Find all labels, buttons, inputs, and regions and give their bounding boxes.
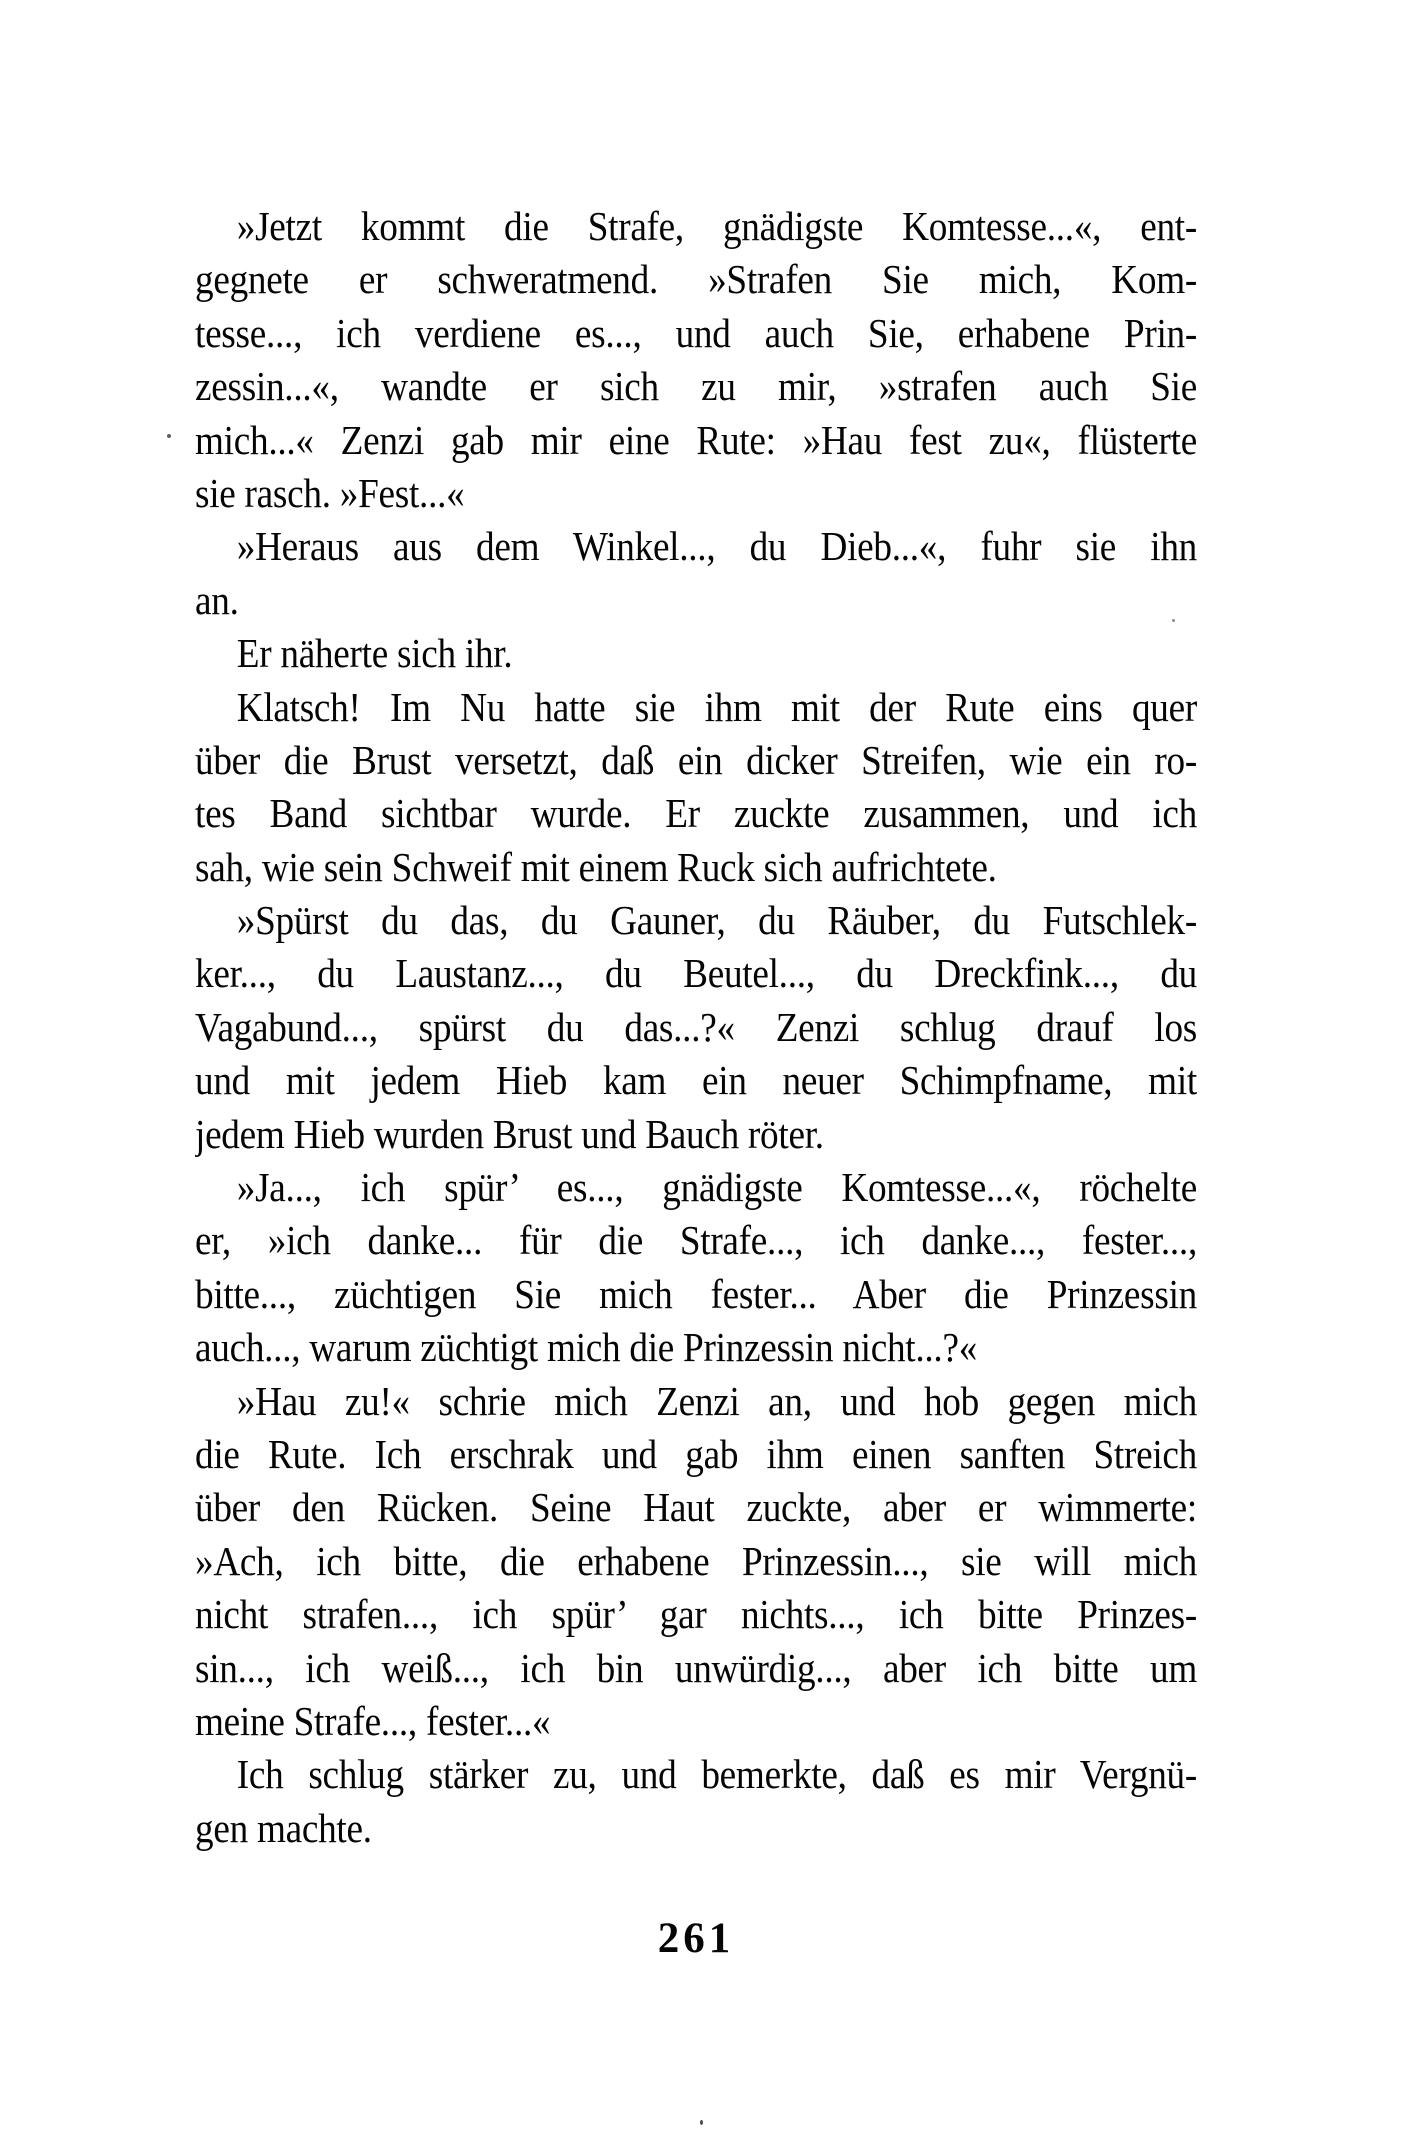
text-line: gegnete er schweratmend. »Strafen Sie mich, Kom-	[195, 256, 1197, 303]
text-line: über den Rücken. Seine Haut zuckte, aber er wimmerte:	[195, 1484, 1197, 1531]
text-line: und mit jedem Hieb kam ein neuer Schimpfname, mit	[195, 1057, 1197, 1104]
paragraph	[195, 1375, 1197, 1749]
text-line: »Ach, ich bitte, die erhabene Prinzessin..., sie will mich	[195, 1537, 1197, 1584]
text-line: er, »ich danke... für die Strafe..., ich danke..., fester...,	[195, 1217, 1197, 1264]
text-line: die Rute. Ich erschrak und gab ihm einen sanften Streich	[195, 1430, 1197, 1477]
text-line: auch..., warum züchtigt mich die Prinzessin nicht...?«	[195, 1324, 978, 1371]
text-line: zessin...«, wandte er sich zu mir, »strafen auch Sie	[195, 363, 1197, 410]
text-block	[195, 200, 1197, 1855]
scan-artifact	[700, 2120, 703, 2125]
text-line: bitte..., züchtigen Sie mich fester... Aber die Prinzessin	[195, 1270, 1197, 1317]
paragraph	[195, 894, 1197, 1161]
text-line: jedem Hieb wurden Brust und Bauch röter.	[195, 1110, 824, 1157]
paragraph	[195, 1161, 1197, 1375]
scan-artifact	[167, 434, 171, 438]
paragraph	[195, 681, 1197, 895]
text-line: Klatsch! Im Nu hatte sie ihm mit der Rute eins quer	[236, 683, 1197, 730]
text-line: an.	[195, 576, 239, 623]
text-line: über die Brust versetzt, daß ein dicker Streifen, wie ein ro-	[195, 736, 1197, 783]
text-line: gen machte.	[195, 1804, 372, 1851]
paragraph	[195, 520, 1197, 627]
scan-artifact	[1172, 619, 1175, 622]
text-line: tes Band sichtbar wurde. Er zuckte zusammen, und ich	[195, 790, 1197, 837]
text-line: »Jetzt kommt die Strafe, gnädigste Komtesse...«, ent-	[236, 203, 1197, 249]
text-line: »Spürst du das, du Gauner, du Räuber, du Futschlek-	[236, 897, 1197, 944]
text-line: nicht strafen..., ich spür’ gar nichts..., ich bitte Prinzes-	[195, 1591, 1197, 1638]
text-line: sie rasch. »Fest...«	[195, 469, 465, 516]
text-line: meine Strafe..., fester...«	[195, 1697, 551, 1744]
text-line: Ich schlug stärker zu, und bemerkte, daß es mir Vergnü-	[236, 1751, 1197, 1798]
text-line: ker..., du Laustanz..., du Beutel..., du Dreckfink..., du	[195, 950, 1197, 997]
paragraph	[195, 1748, 1197, 1855]
text-line: »Hau zu!« schrie mich Zenzi an, und hob gegen mich	[236, 1377, 1197, 1424]
text-line: sah, wie sein Schweif mit einem Ruck sich aufrichtete.	[195, 843, 997, 890]
paragraph	[195, 627, 1197, 680]
text-line: »Heraus aus dem Winkel..., du Dieb...«, fuhr sie ihn	[236, 523, 1197, 570]
text-line: tesse..., ich verdiene es..., und auch Sie, erhabene Prin-	[195, 309, 1197, 356]
text-line: »Ja..., ich spür’ es..., gnädigste Komtesse...«, röchelte	[236, 1164, 1197, 1211]
paragraph	[195, 200, 1197, 520]
page-number: 261	[657, 1915, 735, 1962]
text-line: mich...« Zenzi gab mir eine Rute: »Hau fest zu«, flüsterte	[195, 416, 1197, 463]
text-line: sin..., ich weiß..., ich bin unwürdig..., aber ich bitte um	[195, 1644, 1197, 1691]
text-line: Vagabund..., spürst du das...?« Zenzi schlug drauf los	[195, 1003, 1197, 1050]
text-line: Er näherte sich ihr.	[236, 630, 513, 677]
